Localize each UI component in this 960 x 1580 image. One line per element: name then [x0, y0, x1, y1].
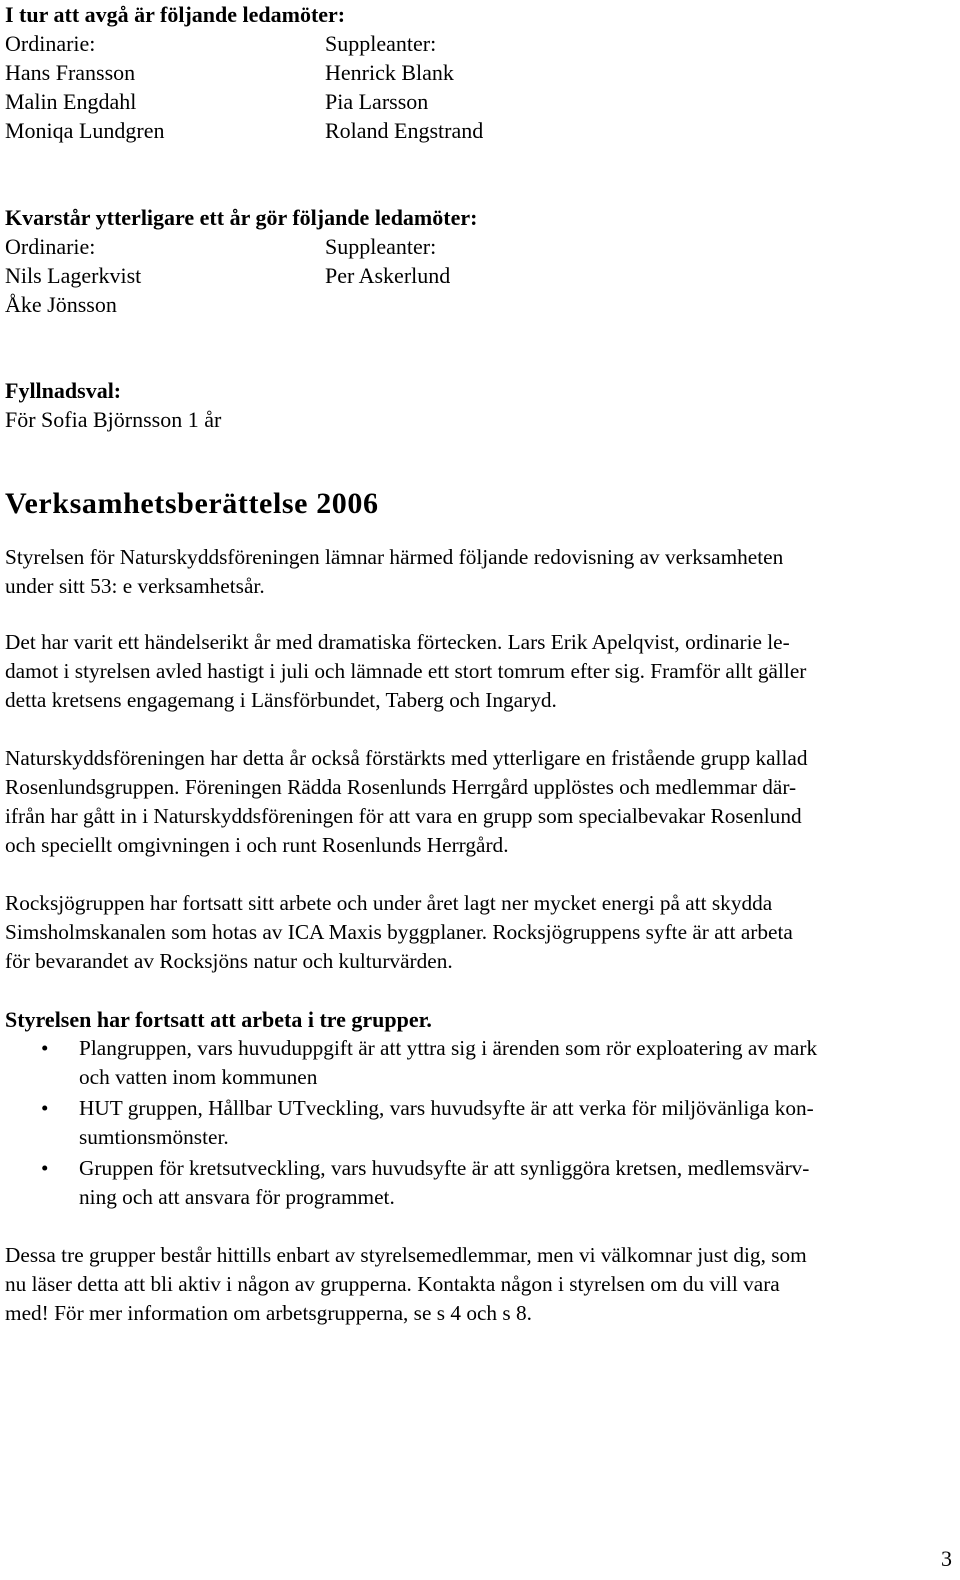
list-item-line: ning och att ansvara för programmet. — [79, 1185, 395, 1209]
remaining-heading: Kvarstår ytterligare ett år gör följande ledamöter: — [5, 205, 478, 230]
retiring-row — [5, 87, 953, 116]
deputy-member: Henrick Blank — [325, 60, 454, 85]
text-line: detta kretsens engagemang i Länsförbundet, Taberg och Ingaryd. — [5, 688, 557, 712]
list-item-line: Plangruppen, vars huvuduppgift är att yttra sig i ärenden som rör exploatering av mark — [79, 1036, 818, 1060]
groups-heading: Styrelsen har fortsatt att arbeta i tre grupper. — [5, 1007, 432, 1032]
deputy-label: Suppleanter: — [325, 234, 437, 259]
rocksjo-paragraph — [5, 889, 953, 976]
bullet: • — [41, 1096, 49, 1120]
deputy-member: Pia Larsson — [325, 89, 429, 114]
byelection-heading: Fyllnadsval: — [5, 378, 122, 403]
text-line: under sitt 53: e verksamhetsår. — [5, 574, 265, 598]
text-line: ifrån har gått in i Naturskyddsföreningen för att vara en grupp som specialbevakar Rosenlund — [5, 804, 802, 828]
retiring-row — [5, 58, 953, 87]
ordinary-member: Moniqa Lundgren — [5, 118, 165, 143]
ordinary-member: Malin Engdahl — [5, 89, 137, 114]
text-line: nu läser detta att bli aktiv i någon av grupperna. Kontakta någon i styrelsen om du vill vara — [5, 1272, 780, 1296]
remaining-members-section — [5, 203, 953, 319]
document-page — [5, 0, 953, 1328]
retiring-row — [5, 116, 953, 145]
text-line: Naturskyddsföreningen har detta år också förstärkts med ytterligare en fristående grupp kallad — [5, 746, 808, 770]
groups-list — [5, 1034, 953, 1212]
bullet: • — [41, 1156, 49, 1180]
ordinary-member: Hans Fransson — [5, 60, 136, 85]
retiring-labels-row — [5, 29, 953, 58]
ordinary-label: Ordinarie: — [5, 31, 96, 56]
list-item-line: HUT gruppen, Hållbar UTveckling, vars huvudsyfte är att verka för miljövänliga kon- — [79, 1096, 814, 1120]
remaining-row — [5, 261, 953, 290]
rosenlund-paragraph — [5, 744, 953, 860]
text-line: och speciellt omgivningen i och runt Rosenlunds Herrgård. — [5, 833, 509, 857]
text-line: Simsholmskanalen som hotas av ICA Maxis byggplaner. Rocksjögruppens syfte är att arbeta — [5, 920, 793, 944]
bullet: • — [41, 1036, 49, 1060]
list-item-line: sumtionsmönster. — [79, 1125, 229, 1149]
list-item — [5, 1094, 953, 1152]
text-line: Styrelsen för Naturskyddsföreningen lämnar härmed följande redovisning av verksamheten — [5, 545, 784, 569]
text-line: för bevarandet av Rocksjöns natur och kulturvärden. — [5, 949, 453, 973]
intro-paragraph — [5, 543, 953, 601]
ordinary-member: Åke Jönsson — [5, 292, 117, 317]
ordinary-member: Nils Lagerkvist — [5, 263, 142, 288]
deputy-member: Per Askerlund — [325, 263, 451, 288]
text-line: Det har varit ett händelserikt år med dramatiska förtecken. Lars Erik Apelqvist, ordinarie le- — [5, 630, 790, 654]
byelection-section — [5, 376, 953, 434]
remaining-labels-row — [5, 232, 953, 261]
text-line: med! För mer information om arbetsgrupperna, se s 4 och s 8. — [5, 1301, 532, 1325]
closing-paragraph — [5, 1241, 953, 1328]
text-line: Rosenlundsgruppen. Föreningen Rädda Rosenlunds Herrgård upplöstes och medlemmar där- — [5, 775, 797, 799]
list-item-line: och vatten inom kommunen — [79, 1065, 318, 1089]
text-line: damot i styrelsen avled hastigt i juli och lämnade ett stort tomrum efter sig. Framför allt gäller — [5, 659, 807, 683]
page-number: 3 — [941, 1546, 952, 1571]
byelection-text: För Sofia Björnsson 1 år — [5, 407, 222, 432]
deputy-label: Suppleanter: — [325, 31, 437, 56]
groups-section — [5, 1005, 953, 1328]
retiring-members-section — [5, 0, 953, 145]
deputy-member: Roland Engstrand — [325, 118, 484, 143]
text-line: Dessa tre grupper består hittills enbart av styrelsemedlemmar, men vi välkomnar just dig, som — [5, 1243, 807, 1267]
events-paragraph — [5, 628, 953, 715]
list-item — [5, 1034, 953, 1092]
report-section — [5, 486, 953, 976]
report-title: Verksamhetsberättelse 2006 — [5, 487, 379, 520]
retiring-heading: I tur att avgå är följande ledamöter: — [5, 2, 346, 27]
ordinary-label: Ordinarie: — [5, 234, 96, 259]
list-item — [5, 1154, 953, 1212]
list-item-line: Gruppen för kretsutveckling, vars huvudsyfte är att synliggöra kretsen, medlemsvärv- — [79, 1156, 810, 1180]
text-line: Rocksjögruppen har fortsatt sitt arbete och under året lagt ner mycket energi på att skydda — [5, 891, 773, 915]
